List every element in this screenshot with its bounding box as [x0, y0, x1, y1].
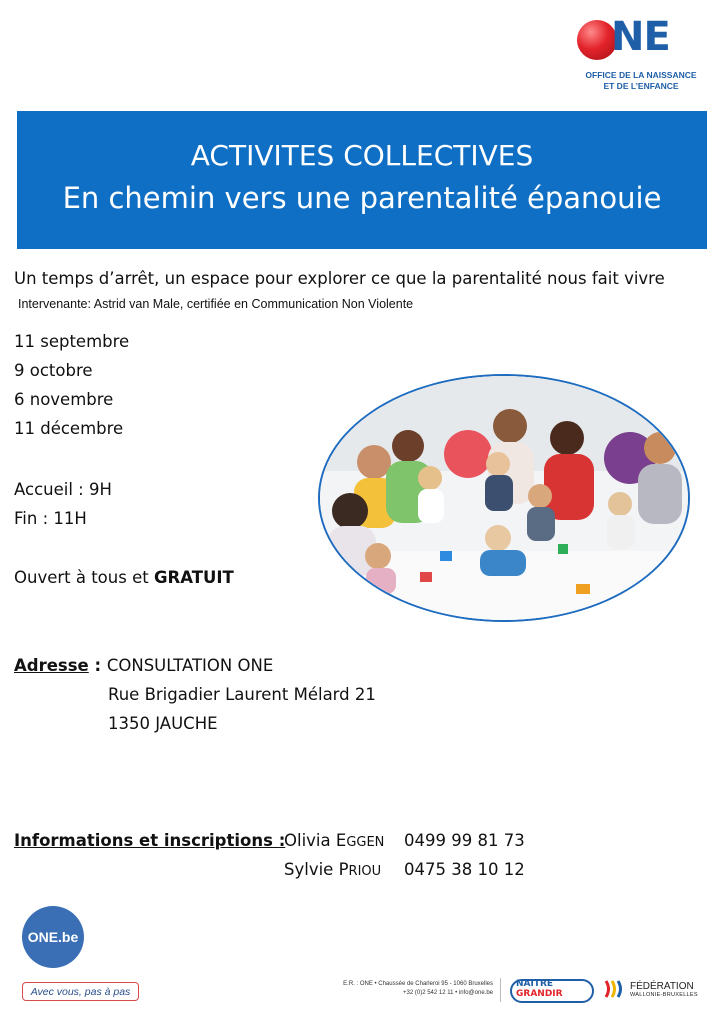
logo-letters: NE [611, 14, 670, 60]
date-item: 9 octobre [14, 361, 93, 380]
fin-time: Fin : 11H [14, 509, 87, 528]
banner-title: ACTIVITES COLLECTIVES [190, 139, 534, 172]
footer-divider [500, 978, 501, 1002]
open-note: Ouvert à tous et GRATUIT [14, 568, 234, 587]
banner-subtitle: En chemin vers une parentalité épanouie [62, 181, 662, 215]
accueil-time: Accueil : 9H [14, 480, 112, 499]
free-emphasis: GRATUIT [153, 568, 234, 587]
date-item: 6 novembre [14, 390, 114, 409]
address-line-1: Adresse : CONSULTATION ONE [14, 656, 274, 675]
info-label: Informations et inscriptions : [14, 831, 286, 850]
contact-phone: 0475 38 10 12 [404, 860, 525, 879]
one-be-badge: ONE.be [22, 906, 84, 968]
one-logo [575, 14, 707, 94]
address-city: 1350 JAUCHE [108, 714, 218, 733]
fwb-mark-icon [603, 978, 625, 1000]
publisher-info: E.R. : ONE • Chaussée de Charleroi 95 - 1060 Bruxelles +32 (0)2 542 12 11 • info@one.be [343, 981, 493, 996]
naitre-grandir-logo: NAITRE GRANDIR [510, 977, 592, 1003]
address-label: Adresse [14, 656, 89, 675]
tagline: Un temps d’arrêt, un espace pour explorer ce que la parentalité nous fait vivre [14, 269, 665, 288]
parents-children-illustration [320, 376, 688, 620]
contact-name: Sylvie PRIOU [284, 860, 382, 879]
date-item: 11 décembre [14, 419, 124, 438]
title-banner [17, 111, 707, 249]
slogan-badge: Avec vous, pas à pas [22, 982, 139, 1001]
group-photo [318, 374, 690, 622]
logo-subtitle: OFFICE DE LA NAISSANCE ET DE L’ENFANCE [585, 70, 697, 91]
address-street: Rue Brigadier Laurent Mélard 21 [108, 685, 376, 704]
date-item: 11 septembre [14, 332, 130, 351]
speaker-info: Intervenante: Astrid van Male, certifiée en Communication Non Violente [18, 297, 414, 311]
address-name: CONSULTATION ONE [106, 656, 274, 675]
contact-name: Olivia EGGEN [284, 831, 385, 850]
federation-wallonie-bruxelles-logo: FÉDÉRATION WALLONIE-BRUXELLES [603, 978, 703, 1002]
contact-phone: 0499 99 81 73 [404, 831, 525, 850]
